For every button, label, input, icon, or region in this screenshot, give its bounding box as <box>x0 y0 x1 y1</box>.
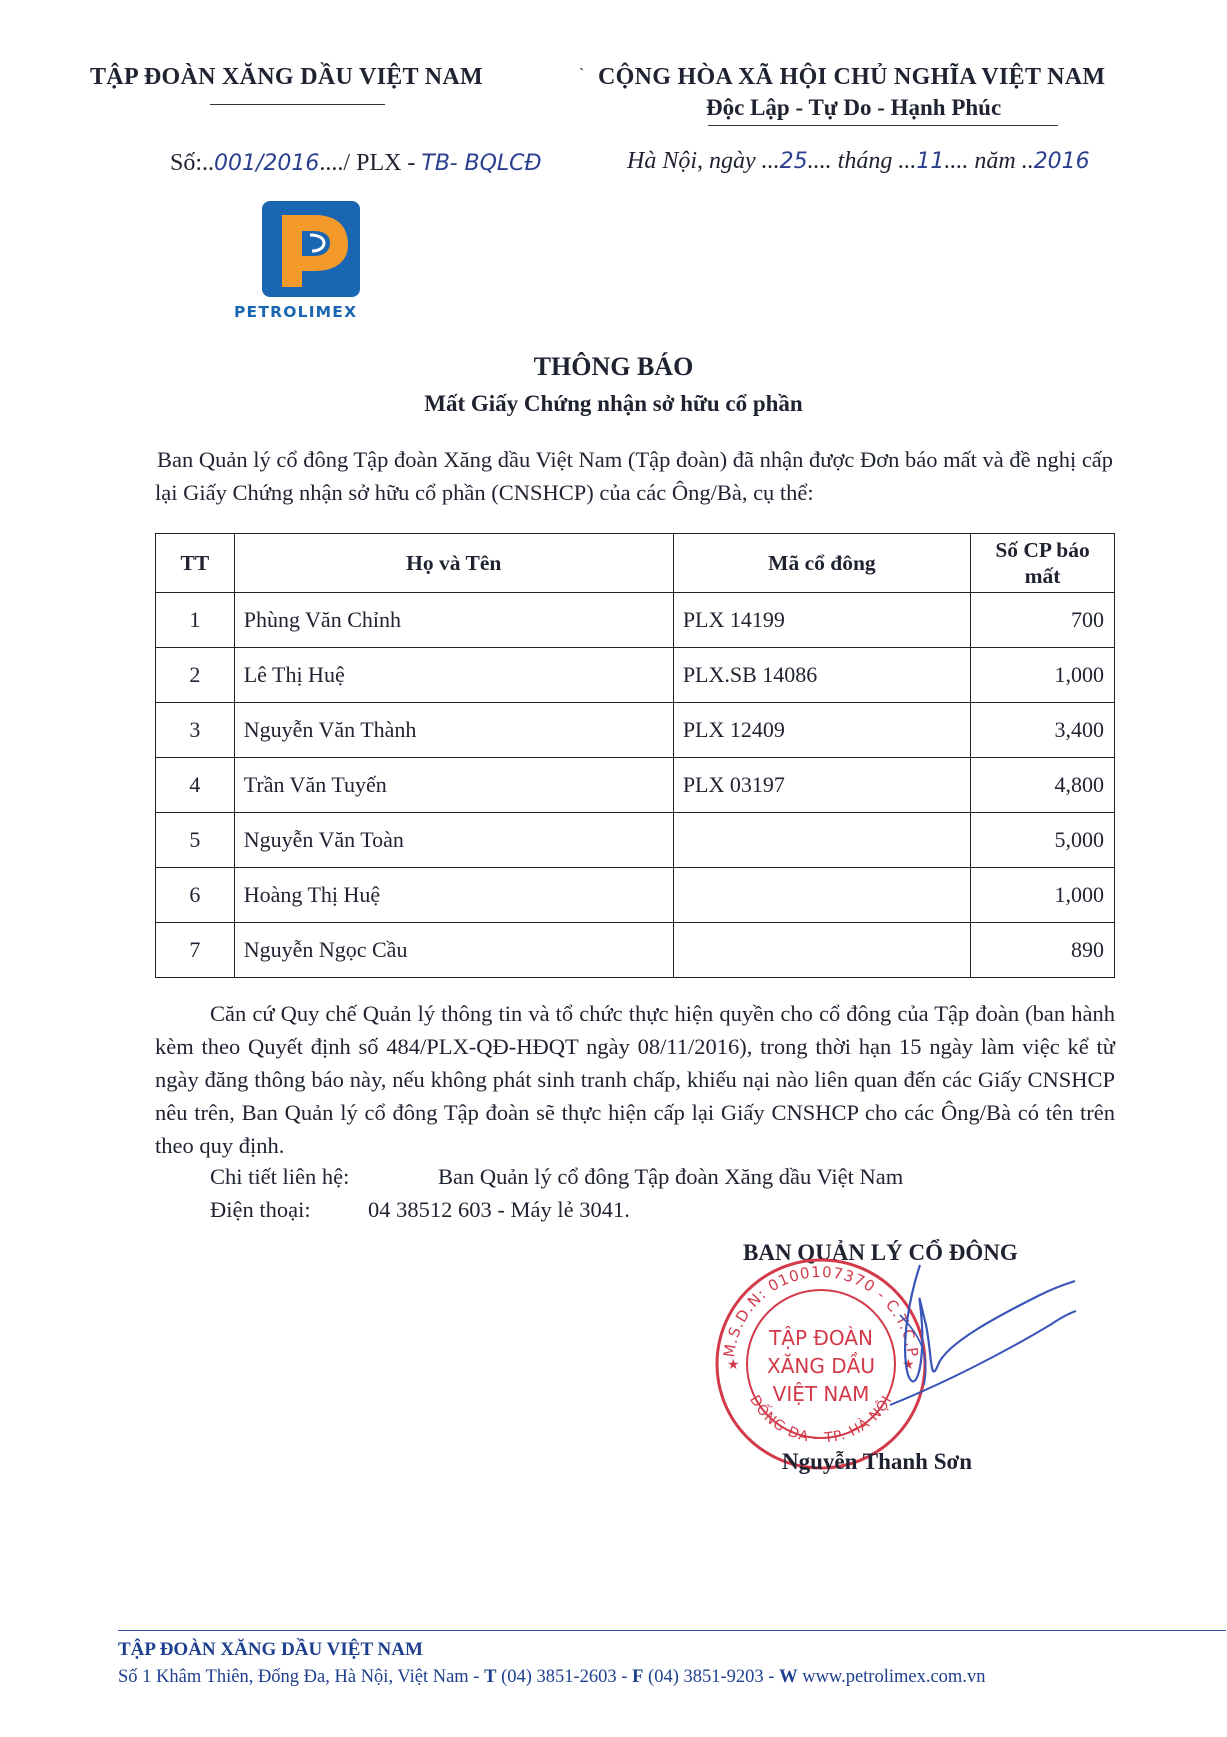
row-name: Hoàng Thị Huệ <box>234 868 673 923</box>
seal-ring-text: M.S.D.N: 0100107370 - C.T.C.P <box>720 1262 922 1359</box>
row-code: PLX.SB 14086 <box>673 648 970 703</box>
svg-text:★: ★ <box>727 1358 740 1373</box>
reference-number-handwritten: 001/2016 <box>214 151 320 176</box>
row-name: Nguyễn Ngọc Cầu <box>234 923 673 978</box>
footer-address: Số 1 Khâm Thiên, Đống Đa, Hà Nội, Việt Nam - <box>118 1667 480 1687</box>
footer-fax: (04) 3851-9203 - <box>648 1667 775 1687</box>
header-code: Mã cổ đông <box>673 534 970 593</box>
contact-value: Ban Quản lý cổ đông Tập đoàn Xăng dầu Việt Nam <box>438 1164 904 1189</box>
row-code <box>673 923 970 978</box>
row-tt: 5 <box>156 813 235 868</box>
row-name: Nguyễn Văn Toàn <box>234 813 673 868</box>
signature-title: BAN QUẢN LÝ CỔ ĐÔNG <box>743 1240 1018 1265</box>
month-label: tháng <box>837 148 893 174</box>
decorative-tick: ˋ <box>579 66 585 83</box>
row-code: PLX 12409 <box>673 703 970 758</box>
footer-f-label: F <box>632 1667 644 1687</box>
year-label: năm <box>974 148 1016 174</box>
row-qty: 890 <box>971 923 1115 978</box>
row-tt: 4 <box>156 758 235 813</box>
table-row <box>156 758 1115 813</box>
reference-prefix: Số: <box>170 150 203 176</box>
seal-ring-bottom-text: ĐỐNG ĐA - TP. HÀ NỘI <box>746 1392 896 1447</box>
document-subtitle: Mất Giấy Chứng nhận sở hữu cổ phần <box>424 391 803 416</box>
signer-name: Nguyễn Thanh Sơn <box>782 1449 973 1474</box>
row-tt: 2 <box>156 648 235 703</box>
footer-contact-line <box>118 1667 985 1688</box>
table-row <box>156 813 1115 868</box>
phone-line <box>210 1197 630 1223</box>
contact-label: Chi tiết liên hệ: <box>210 1164 350 1189</box>
footer-phone: (04) 3851-2603 - <box>501 1667 628 1687</box>
row-qty: 700 <box>971 593 1115 648</box>
footer-divider <box>118 1630 1226 1631</box>
row-tt: 1 <box>156 593 235 648</box>
reference-middle: / PLX - <box>343 150 416 176</box>
table-row <box>156 593 1115 648</box>
svg-text:★: ★ <box>902 1358 915 1373</box>
year-handwritten: 2016 <box>1033 149 1090 174</box>
table-row <box>156 648 1115 703</box>
nation-title: CỘNG HÒA XÃ HỘI CHỦ NGHĨA VIỆT NAM <box>598 64 1106 90</box>
national-motto: Độc Lập - Tự Do - Hạnh Phúc <box>706 95 1002 120</box>
place-prefix: Hà Nội, ngày <box>627 148 756 174</box>
reference-number: Số:..001/2016..../ PLX - TB- BQLCĐ <box>170 150 542 176</box>
row-code: PLX 14199 <box>673 593 970 648</box>
organization-name: TẬP ĐOÀN XĂNG DẦU VIỆT NAM <box>90 64 483 90</box>
phone-label: Điện thoại: <box>210 1197 311 1222</box>
handwritten-signature-icon <box>880 1255 1080 1415</box>
petrolimex-logo-icon <box>262 201 360 297</box>
row-qty: 1,000 <box>971 868 1115 923</box>
row-tt: 6 <box>156 868 235 923</box>
footer-w-label: W <box>779 1667 798 1687</box>
footer-organization: TẬP ĐOÀN XĂNG DẦU VIỆT NAM <box>118 1639 423 1660</box>
phone-value: 04 38512 603 - Máy lẻ 3041. <box>368 1197 630 1222</box>
body-paragraph <box>155 997 1115 1162</box>
row-code <box>673 813 970 868</box>
body-text: Căn cứ Quy chế Quản lý thông tin và tổ chức thực hiện quyền cho cổ đông của Tập đoàn (ban hành kèm theo Quyết định số 484/PLX-QĐ-HĐQT ngày 08/11/2016), trong thời hạn 15 ngày làm việc kể từ ngày đăng thông báo này, nếu không phát sinh tranh chấp, khiếu nại nào liên quan đến các Giấy CNSHCP nêu trên, Ban Quản lý cổ đông Tập đoàn sẽ thực hiện cấp lại Giấy CNSHCP cho các Ông/Bà có tên trên theo quy định. <box>155 1001 1115 1158</box>
row-tt: 7 <box>156 923 235 978</box>
footer-t-label: T <box>484 1667 497 1687</box>
row-code: PLX 03197 <box>673 758 970 813</box>
table-row <box>156 923 1115 978</box>
issue-date: Hà Nội, ngày ...25.... tháng ...11.... năm ..2016 <box>627 148 1090 174</box>
header-qty: Số CP báo mất <box>971 534 1115 593</box>
row-qty: 3,400 <box>971 703 1115 758</box>
row-name: Trần Văn Tuyến <box>234 758 673 813</box>
seal-line-1: TẬP ĐOÀN <box>769 1326 873 1350</box>
row-name: Phùng Văn Chỉnh <box>234 593 673 648</box>
header-tt: TT <box>156 534 235 593</box>
intro-paragraph: Ban Quản lý cổ đông Tập đoàn Xăng dầu Việt Nam (Tập đoàn) đã nhận được Đơn báo mất và đề nghị cấp lại Giấy Chứng nhận sở hữu cổ phần (CNSHCP) của các Ông/Bà, cụ thể: <box>155 447 1114 505</box>
contact-line <box>210 1164 904 1190</box>
row-qty: 1,000 <box>971 648 1115 703</box>
row-qty: 4,800 <box>971 758 1115 813</box>
header-underline-left <box>210 104 385 105</box>
table-header-row <box>156 534 1115 593</box>
seal-line-3: VIỆT NAM <box>772 1382 870 1406</box>
day-handwritten: 25 <box>779 149 808 174</box>
seal-line-2: XĂNG DẦU <box>767 1354 875 1378</box>
row-tt: 3 <box>156 703 235 758</box>
logo-text: PETROLIMEX <box>234 303 358 321</box>
header-underline-right <box>708 125 1058 126</box>
month-handwritten: 11 <box>916 149 945 174</box>
row-code <box>673 868 970 923</box>
footer-website-link[interactable]: www.petrolimex.com.vn <box>802 1667 986 1687</box>
reference-code-handwritten: TB- BQLCĐ <box>421 151 542 176</box>
header-name: Họ và Tên <box>234 534 673 593</box>
table-row <box>156 703 1115 758</box>
row-qty: 5,000 <box>971 813 1115 868</box>
lost-certificates-table <box>155 533 1115 978</box>
row-name: Lê Thị Huệ <box>234 648 673 703</box>
document-title: THÔNG BÁO <box>533 352 694 381</box>
row-name: Nguyễn Văn Thành <box>234 703 673 758</box>
table-row <box>156 868 1115 923</box>
